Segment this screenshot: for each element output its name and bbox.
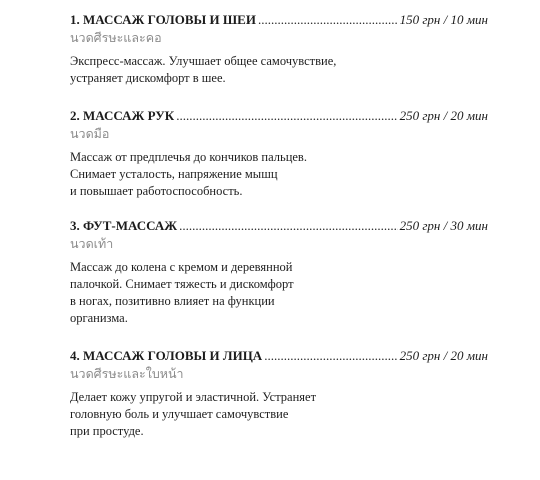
item-description	[70, 53, 488, 87]
item-title: 3. ФУТ-МАССАЖ	[70, 218, 178, 233]
item-title-row	[70, 12, 488, 28]
description-line: Снимает усталость, напряжение мышц	[70, 167, 278, 181]
description-line: устраняет дискомфорт в шее.	[70, 71, 226, 85]
description-line: в ногах, позитивно влияет на функции	[70, 294, 275, 308]
item-description	[70, 149, 488, 200]
item-description	[70, 389, 488, 440]
item-title: 2. МАССАЖ РУК	[70, 108, 175, 123]
description-line: и повышает работоспособность.	[70, 184, 243, 198]
leader-dots	[179, 218, 398, 234]
menu-item-foot-massage	[70, 218, 488, 327]
description-line: Экспресс-массаж. Улучшает общее самочувствие,	[70, 54, 337, 68]
menu-item-head-face	[70, 348, 488, 440]
description-line: головную боль и улучшает самочувствие	[70, 407, 289, 421]
item-title-row	[70, 108, 488, 124]
item-price: 250 грн / 30 мин	[399, 218, 488, 233]
item-thai-name: นวดศีรษะและใบหน้า	[70, 366, 184, 381]
item-title: 4. МАССАЖ ГОЛОВЫ И ЛИЦА	[70, 348, 263, 363]
item-thai-name: นวดเท้า	[70, 236, 114, 251]
item-thai-name: นวดมือ	[70, 126, 110, 141]
description-line: Массаж от предплечья до кончиков пальцев.	[70, 150, 307, 164]
description-line: Делает кожу упругой и эластичной. Устраняет	[70, 390, 317, 404]
description-line: палочкой. Снимает тяжесть и дискомфорт	[70, 277, 294, 291]
menu-item-head-neck	[70, 12, 488, 87]
description-line: при простуде.	[70, 424, 144, 438]
description-line: Массаж до колена с кремом и деревянной	[70, 260, 293, 274]
item-title-row	[70, 218, 488, 234]
description-line: организма.	[70, 311, 128, 325]
item-price: 250 грн / 20 мин	[399, 108, 488, 123]
item-title: 1. МАССАЖ ГОЛОВЫ И ШЕИ	[70, 12, 256, 27]
item-thai-name: นวดศีรษะและคอ	[70, 30, 162, 45]
item-title-row	[70, 348, 488, 364]
leader-dots	[264, 348, 397, 364]
item-price: 150 грн / 10 мин	[399, 12, 488, 27]
leader-dots	[176, 108, 397, 124]
menu-item-hands	[70, 108, 488, 200]
item-description	[70, 259, 488, 327]
leader-dots	[258, 12, 398, 28]
item-price: 250 грн / 20 мин	[399, 348, 488, 363]
